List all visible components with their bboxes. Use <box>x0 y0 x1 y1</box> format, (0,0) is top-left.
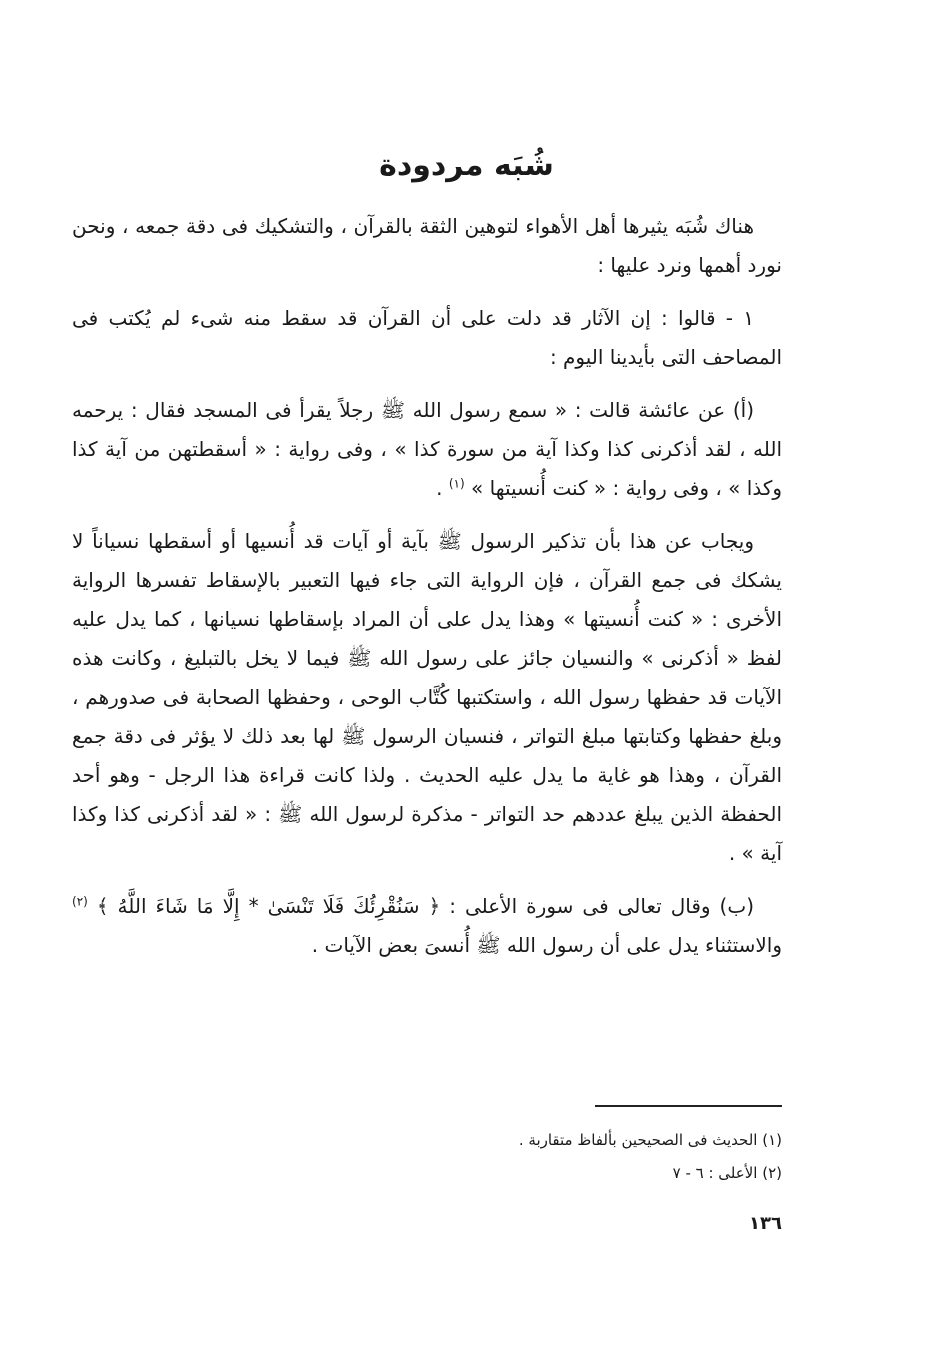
paragraph-a-end: . <box>436 476 443 500</box>
page-number: ١٣٦ <box>749 1213 782 1234</box>
paragraph-intro: هناك شُبَه يثيرها أهل الأهواء لتوهين الثقة بالقرآن ، والتشكيك فى دقة جمعه ، ونحن نورد أهمها ونرد عليها : <box>72 214 782 277</box>
footnote-2: (٢) الأعلى : ٦ - ٧ <box>672 1164 782 1182</box>
footnotes <box>72 1124 782 1190</box>
paragraph-b-verse: (ب) وقال تعالى فى سورة الأعلى : ﴿ سَنُقْرِئُكَ فَلَا تَنْسَىٰ * إِلَّا مَا شَاءَ اللَّهُ ﴾ <box>96 894 754 918</box>
paragraph-answer: ويجاب عن هذا بأن تذكير الرسول ﷺ بآية أو آيات قد أُنسيها أو أسقطها نسياناً لا يشكك فى جمع القرآن ، فإن الرواية التى جاء فيها التعبير بالإسقاط تفسرها الرواية الأخرى : « كنت أُنسيتها » وهذا يدل على أن المراد بإسقاطها نسيانها ، كما يدل عليه لفظ « أذكرنى » والنسيان جائز على رسول الله ﷺ فيما لا يخل بالتبليغ ، وكانت هذه الآيات قد حفظها رسول الله ، واستكتبها كُتَّاب الوحى ، وحفظها الصحابة فى صدورهم ، وبلغ حفظها وكتابتها مبلغ التواتر ، فنسيان الرسول ﷺ لها بعد ذلك لا يؤثر فى دقة جمع القرآن ، وهذا هو غاية ما يدل عليه الحديث . ولذا كانت قراءة هذا الرجل - وهو أحد الحفظة الذين يبلغ عددهم حد التواتر - مذكرة لرسول الله ﷺ : « لقد أذكرنى كذا وكذا آية » . <box>72 529 782 865</box>
paragraph-a <box>72 391 782 508</box>
paragraph-a-text: (أ) عن عائشة قالت : « سمع رسول الله ﷺ رجلاً يقرأ فى المسجد فقال : يرحمه الله ، لقد أذكرنى كذا وكذا آية من سورة كذا » ، وفى رواية : « أسقطتهن من آية كذا وكذا » ، وفى رواية : « كنت أُنسيتها » <box>72 398 782 500</box>
paragraph-b-tail: والاستثناء يدل على أن رسول الله ﷺ أُنسىَ بعض الآيات . <box>311 933 782 957</box>
body-text <box>72 207 782 979</box>
footnote-1: (١) الحديث فى الصحيحين بألفاظ متقاربة . <box>518 1131 782 1149</box>
footnote-ref-1[interactable]: (١) <box>448 476 465 491</box>
paragraph-b <box>72 887 782 965</box>
footnote-ref-2[interactable]: (٢) <box>72 894 88 909</box>
paragraph-claim-1: ١ - قالوا : إن الآثار قد دلت على أن القرآن قد سقط منه شىء لم يُكتب فى المصاحف التى بأيدينا اليوم : <box>72 306 782 369</box>
footnote-divider <box>595 1105 782 1107</box>
page-title: شُبَه مردودة <box>379 148 554 183</box>
